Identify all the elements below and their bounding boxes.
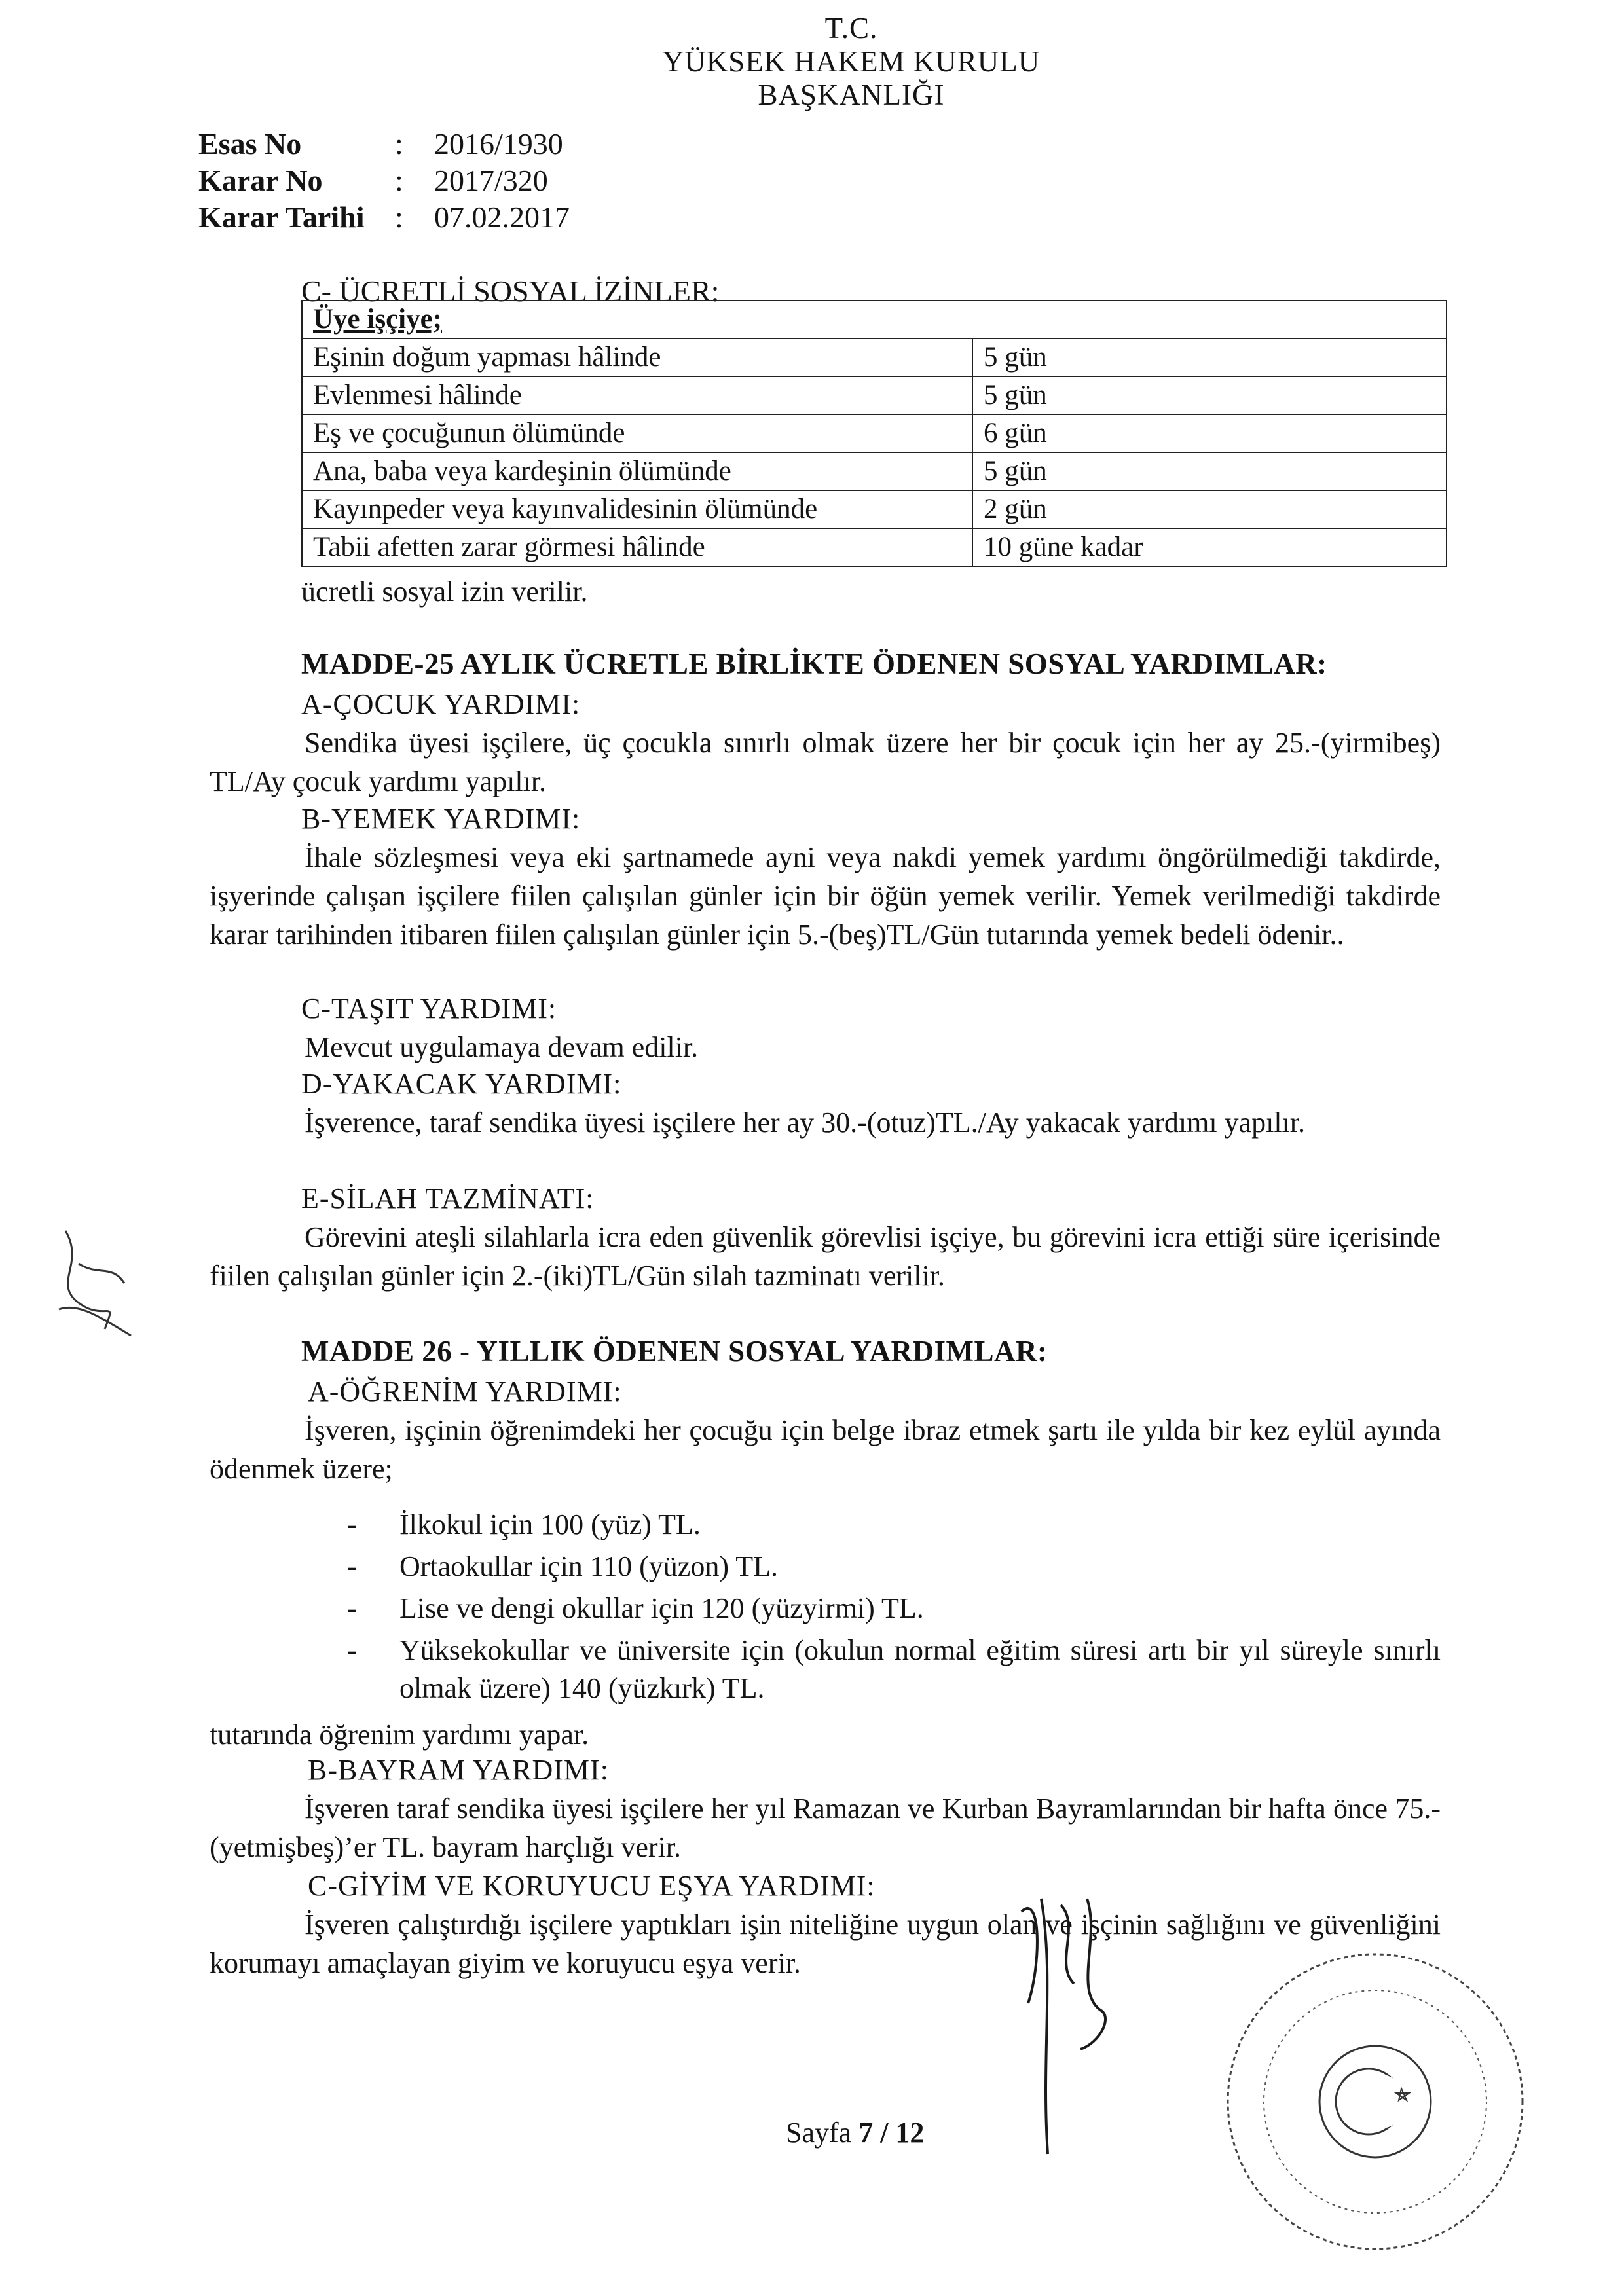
list-item-text: Lise ve dengi okullar için 120 (yüzyirmi) TL.	[399, 1592, 924, 1624]
table-row	[302, 376, 1447, 414]
madde25-a-title: A-ÇOCUK YARDIMI:	[301, 688, 581, 720]
education-aid-list	[347, 1506, 1441, 1711]
madde25-e-title: E-SİLAH TAZMİNATI:	[301, 1182, 595, 1214]
header-line-tc: T.C.	[824, 12, 878, 45]
official-seal-stamp	[1211, 1938, 1539, 2265]
meta-label: Karar No	[198, 164, 323, 197]
leave-case: Evlenmesi hâlinde	[302, 376, 972, 414]
table-row	[302, 452, 1447, 490]
meta-row-tarih	[198, 199, 570, 236]
madde26-a-text: İşveren, işçinin öğrenimdeki her çocuğu için belge ibraz etmek şartı ile yılda bir kez eylül ayında ödenmek üzere;	[210, 1414, 1441, 1485]
list-item	[347, 1548, 1441, 1586]
handwritten-signature	[1002, 1886, 1133, 2167]
page-number: 7 / 12	[858, 2117, 925, 2149]
list-item	[347, 1590, 1441, 1628]
table-row	[302, 338, 1447, 376]
meta-row-karar	[198, 162, 570, 199]
leave-days: 5 gün	[972, 452, 1447, 490]
meta-value: 2017/320	[434, 164, 548, 197]
list-item-text: İlkokul için 100 (yüz) TL.	[399, 1508, 701, 1540]
meta-value: 2016/1930	[434, 127, 563, 160]
header-line-presidency: BAŞKANLIĞI	[758, 79, 945, 111]
leave-table-header-cell: Üye işçiye;	[302, 301, 1447, 338]
madde25-c-text: Mevcut uygulamaya devam edilir.	[304, 1031, 699, 1063]
document-header	[524, 12, 1179, 112]
meta-label: Karar Tarihi	[198, 200, 365, 234]
table-row	[302, 528, 1447, 566]
section-c-title: C- ÜCRETLİ SOSYAL İZİNLER:	[301, 274, 720, 308]
madde26-a-after: tutarında öğrenim yardımı yapar.	[210, 1719, 589, 1751]
list-item	[347, 1631, 1441, 1707]
case-metadata	[198, 126, 570, 236]
meta-value: 07.02.2017	[434, 200, 570, 234]
meta-colon: :	[395, 127, 403, 160]
leave-days: 5 gün	[972, 376, 1447, 414]
list-dash: -	[347, 1550, 357, 1582]
leave-case: Eş ve çocuğunun ölümünde	[302, 414, 972, 452]
page-footer	[786, 2116, 924, 2149]
madde25-b-text: İhale sözleşmesi veya eki şartnamede ayni veya nakdi yemek yardımı öngörülmediği takdirde, işyerinde çalışan işçilere fiilen çalışılan günler için bir öğün yemek verilir. Yemek verilmediği takdirde karar tarihinden itibaren fiilen çalışılan günler için 5.-(beş)TL/Gün tutarında yemek bedeli ödenir..	[210, 841, 1441, 951]
list-dash: -	[347, 1634, 357, 1666]
madde25-d-title: D-YAKACAK YARDIMI:	[301, 1068, 622, 1100]
page-number-prefix: Sayfa	[786, 2117, 859, 2149]
madde26-heading: MADDE 26 - YILLIK ÖDENEN SOSYAL YARDIMLAR:	[301, 1335, 1048, 1368]
leave-case: Ana, baba veya kardeşinin ölümünde	[302, 452, 972, 490]
leave-days: 5 gün	[972, 338, 1447, 376]
madde26-a-title: A-ÖĞRENİM YARDIMI:	[308, 1376, 622, 1408]
leave-days: 10 güne kadar	[972, 528, 1447, 566]
meta-label: Esas No	[198, 127, 302, 160]
madde25-d-text: İşverence, taraf sendika üyesi işçilere her ay 30.-(otuz)TL./Ay yakacak yardımı yapılır.	[304, 1106, 1305, 1139]
leave-conclusion: ücretli sosyal izin verilir.	[301, 575, 588, 608]
madde26-c-text: İşveren çalıştırdığı işçilere yaptıkları işin niteliğine uygun olan ve işçinin sağlığını ve güvenliğini korumayı amaçlayan giyim ve koruyucu eşya verir.	[210, 1908, 1441, 1979]
list-item-text: Yüksekokullar ve üniversite için (okulun normal eğitim süresi artı bir yıl süreyle sınırlı olmak üzere) 140 (yüzkırk) TL.	[399, 1634, 1441, 1704]
leave-table-header	[302, 301, 1447, 338]
meta-colon: :	[395, 164, 403, 197]
madde26-b-text: İşveren taraf sendika üyesi işçilere her yıl Ramazan ve Kurban Bayramlarından bir hafta önce 75.-(yetmişbeş)’er TL. bayram harçlığı verir.	[210, 1793, 1441, 1863]
list-dash: -	[347, 1508, 357, 1540]
list-dash: -	[347, 1592, 357, 1624]
madde25-e-text: Görevini ateşli silahlarla icra eden güvenlik görevlisi işçiye, bu görevini icra ettiği süre içerisinde fiilen çalışılan günler için 2.-(iki)TL/Gün silah tazminatı verilir.	[210, 1221, 1441, 1292]
list-item	[347, 1506, 1441, 1544]
leave-days: 6 gün	[972, 414, 1447, 452]
madde25-a-text: Sendika üyesi işçilere, üç çocukla sınırlı olmak üzere her bir çocuk için her ay 25.-(yirmibeş) TL/Ay çocuk yardımı yapılır.	[210, 727, 1441, 797]
madde25-heading: MADDE-25 AYLIK ÜCRETLE BİRLİKTE ÖDENEN SOSYAL YARDIMLAR:	[301, 647, 1327, 680]
leave-case: Eşinin doğum yapması hâlinde	[302, 338, 972, 376]
table-row	[302, 414, 1447, 452]
leave-case: Kayınpeder veya kayınvalidesinin ölümünde	[302, 490, 972, 528]
madde25-b-title: B-YEMEK YARDIMI:	[301, 803, 581, 835]
meta-row-esas	[198, 126, 570, 162]
leave-case: Tabii afetten zarar görmesi hâlinde	[302, 528, 972, 566]
madde26-b-title: B-BAYRAM YARDIMI:	[308, 1754, 609, 1786]
table-row	[302, 490, 1447, 528]
madde25-c-title: C-TAŞIT YARDIMI:	[301, 993, 557, 1025]
header-line-institution: YÜKSEK HAKEM KURULU	[662, 45, 1041, 78]
madde26-c-title: C-GİYİM VE KORUYUCU EŞYA YARDIMI:	[308, 1870, 876, 1902]
margin-signature	[39, 1224, 157, 1355]
leave-table	[301, 300, 1447, 567]
list-item-text: Ortaokullar için 110 (yüzon) TL.	[399, 1550, 778, 1582]
leave-days: 2 gün	[972, 490, 1447, 528]
meta-colon: :	[395, 200, 403, 234]
